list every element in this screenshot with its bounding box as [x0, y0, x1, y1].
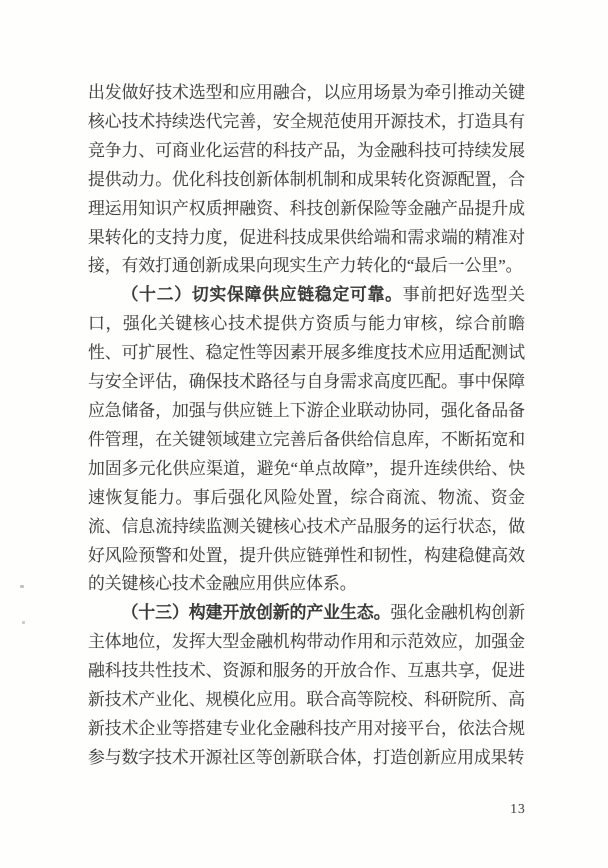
page-number: 13: [510, 801, 526, 816]
scan-speck: [22, 621, 25, 624]
paragraph: [88, 281, 525, 599]
paragraph-text: 事前把好选型关口，强化关键核心技术提供方资质与能力审核，综合前瞻性、可扩展性、稳定性等因素开展多维度技术应用适配测试与安全评估，确保技术路径与自身需求高度匹配。事中保障应急储备，加强与供应链上下游企业联动协同，强化备品备件管理，在关键领域建立完善后备供给信息库，不断拓宽和加固多元化供应渠道，避免“单点故障”，提升连续供给、快速恢复能力。事后强化风险处置，综合商流、物流、资金流、信息流持续监测关键核心技术产品服务的运行状态，做好风险预警和处置，提升供应链弹性和韧性，构建稳健高效的关键核心技术金融应用供应体系。: [88, 285, 525, 594]
document-text-block: [88, 79, 525, 773]
section-heading: （十三）构建开放创新的产业生态。: [121, 603, 391, 623]
scan-speck: [20, 585, 24, 588]
paragraph: [88, 79, 525, 281]
section-heading: （十二）切实保障供应链稳定可靠。: [121, 285, 403, 305]
paragraph-text: 出发做好技术选型和应用融合，以应用场景为牵引推动关键核心技术持续迭代完善，安全规范使用开源技术，打造具有竞争力、可商业化运营的科技产品，为金融科技可持续发展提供动力。优化科技创新体制机制和成果转化资源配置，合理运用知识产权质押融资、科技创新保险等金融产品提升成果转化的支持力度，促进科技成果供给端和需求端的精准对接，有效打通创新成果向现实生产力转化的“最后一公里”。: [88, 83, 525, 276]
paragraph: [88, 599, 525, 772]
paragraph-text: 强化金融机构创新主体地位，发挥大型金融机构带动作用和示范效应，加强金融科技共性技术、资源和服务的开放合作、互惠共享，促进新技术产业化、规模化应用。联合高等院校、科研院所、高新技术企业等搭建专业化金融科技产用对接平台，依法合规参与数字技术开源社区等创新联合体，打造创新应用成果转: [88, 603, 525, 767]
